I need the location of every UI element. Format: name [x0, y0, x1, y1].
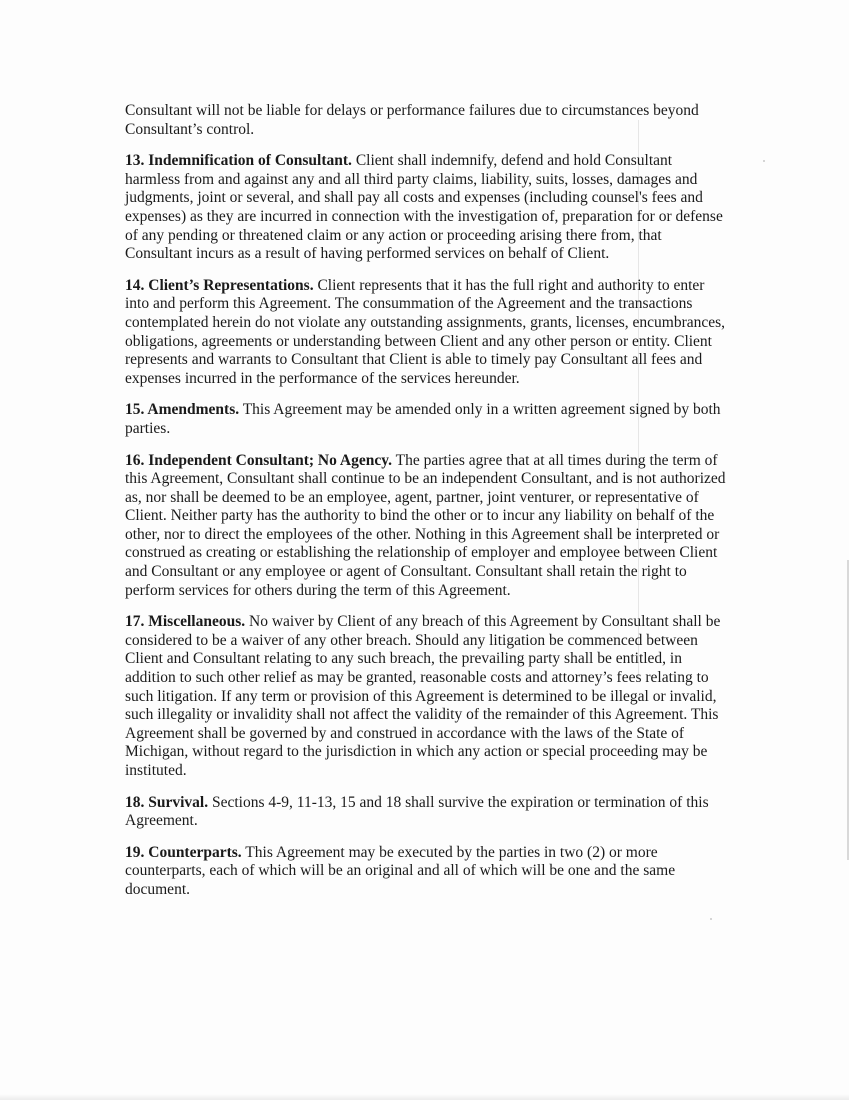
- section-18-survival: [125, 794, 728, 831]
- section-body: This Agreement may be amended only in a written agreement signed by both parties.: [125, 401, 721, 437]
- section-body: Sections 4-9, 11-13, 15 and 18 shall survive the expiration or termination of this Agreement.: [125, 793, 709, 830]
- section-17-miscellaneous: [125, 613, 728, 780]
- section-13-indemnification: [125, 152, 728, 264]
- section-heading: 18. Survival.: [125, 793, 209, 811]
- section-15-amendments: [125, 401, 728, 438]
- scan-speck: [710, 918, 712, 920]
- section-heading: 17. Miscellaneous.: [125, 613, 246, 631]
- intro-paragraph: Consultant will not be liable for delays or performance failures due to circumstances beyond Consultant’s control.: [125, 102, 699, 138]
- section-16-independent-consultant: [125, 452, 728, 601]
- document-body: [125, 102, 728, 913]
- section-heading: 15. Amendments.: [125, 401, 240, 419]
- section-heading: 14. Client’s Representations.: [125, 276, 314, 294]
- section-body: This Agreement may be executed by the parties in two (2) or more counterparts, each of which will be an original and all of which will be one and the same document.: [125, 843, 676, 898]
- section-body: No waiver by Client of any breach of this Agreement by Consultant shall be considered to be a waiver of any other breach. Should any litigation be commenced between Client and Consultant relating to any such breach, the prevailing party shall be entitled, in addition to such other relief as may be granted, reasonable costs and attorney’s fees relating to such litigation. If any term or provision of this Agreement is determined to be illegal or invalid, such illegality or invalidity shall not affect the validity of the remainder of this Agreement. This Agreement shall be governed by and construed in accordance with the laws of the State of Michigan, without regard to the jurisdiction in which any action or special proceeding may be instituted.: [125, 613, 721, 779]
- scan-speck: [763, 160, 765, 162]
- section-14-representations: [125, 277, 728, 389]
- section-heading: 13. Indemnification of Consultant.: [125, 152, 352, 170]
- scan-bottom-shadow: [0, 1094, 849, 1100]
- section-body: Client shall indemnify, defend and hold Consultant harmless from and against any and all third party claims, liability, suits, losses, damages and judgments, joint or several, and shall pay all costs and expenses (including counsel's fees and expenses) as they are incurred in connection with the investigation of, preparation for or defense of any pending or threatened claim or any action or proceeding arising there from, that Consultant incurs as a result of having performed services on behalf of Client.: [125, 152, 723, 263]
- section-heading: 16. Independent Consultant; No Agency.: [125, 451, 392, 469]
- section-body: Client represents that it has the full right and authority to enter into and perform this Agreement. The consummation of the Agreement and the transactions contemplated herein do not violate any outstanding assignments, grants, licenses, encumbrances, obligations, agreements or understanding between Client and any other person or entity. Client represents and warrants to Consultant that Client is able to timely pay Consultant all fees and expenses incurred in the performance of the services hereunder.: [125, 276, 726, 387]
- section-body: The parties agree that at all times during the term of this Agreement, Consultant shall continue to be an independent Consultant, and is not authorized as, nor shall be deemed to be an employee, agent, partner, joint venturer, or representative of Client. Neither party has the authority to bind the other or to incur any liability on behalf of the other, nor to direct the employees of the other. Nothing in this Agreement shall be interpreted or construed as creating or establishing the relationship of employer and employee between Client and Consultant or any employee or agent of Consultant. Consultant shall retain the right to perform services for others during the term of this Agreement.: [125, 451, 726, 599]
- section-19-counterparts: [125, 844, 728, 900]
- section-heading: 19. Counterparts.: [125, 843, 242, 861]
